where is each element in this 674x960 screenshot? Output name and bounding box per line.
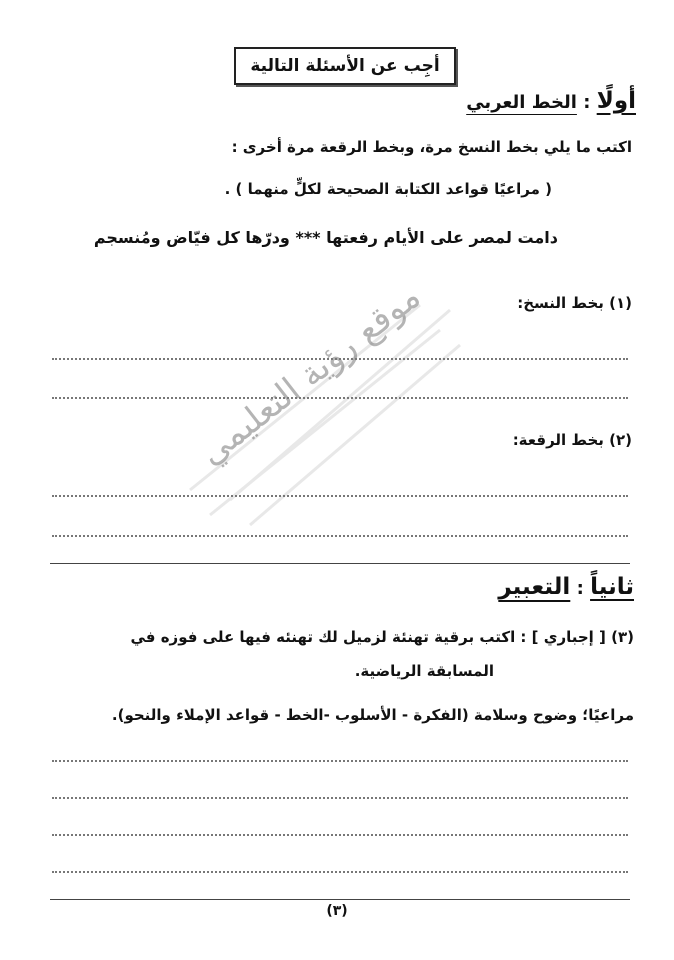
page-number: (٣) bbox=[326, 903, 348, 919]
question-3-line2: المسابقة الرياضية. bbox=[354, 662, 494, 680]
section2-separator: : bbox=[576, 578, 584, 599]
question-1-label: (١) بخط النسخ: bbox=[517, 294, 632, 312]
section1-instruction: اكتب ما يلي بخط النسخ مرة، وبخط الرقعة مرة أخرى : bbox=[231, 138, 632, 156]
answer-line-7[interactable] bbox=[52, 834, 628, 836]
watermark-text: موقع رؤية التعليمي bbox=[191, 276, 429, 474]
answer-line-6[interactable] bbox=[52, 797, 628, 799]
footer-rule bbox=[50, 899, 630, 900]
section-divider bbox=[50, 563, 630, 564]
answer-line-1[interactable] bbox=[52, 358, 628, 360]
section1-heading bbox=[236, 88, 636, 120]
writing-criteria: مراعيًا؛ وضوح وسلامة (الفكرة - الأسلوب -الخط - قواعد الإملاء والنحو). bbox=[111, 706, 634, 724]
section1-separator: : bbox=[583, 92, 591, 113]
answer-line-4[interactable] bbox=[52, 535, 628, 537]
section1-title: الخط العربي bbox=[466, 92, 577, 113]
section2-marker: ثانياً bbox=[590, 574, 634, 600]
answer-line-2[interactable] bbox=[52, 397, 628, 399]
question-2-label: (٢) بخط الرقعة: bbox=[512, 431, 632, 449]
section1-marker: أولًا bbox=[596, 88, 636, 114]
page-title-box bbox=[234, 47, 456, 85]
poetry-verse: دامت لمصر على الأيام رفعتها *** ودرّها كل فيّاض ومُنسجم bbox=[93, 228, 558, 247]
section2-title: التعبير bbox=[498, 574, 571, 600]
answer-line-5[interactable] bbox=[52, 760, 628, 762]
answer-line-3[interactable] bbox=[52, 495, 628, 497]
section1-note: ( مراعيًا قواعد الكتابة الصحيحة لكلٍّ منهما ) . bbox=[224, 180, 552, 198]
page-title: أجِب عن الأسئلة التالية bbox=[250, 56, 440, 76]
section2-heading bbox=[334, 574, 634, 608]
question-3-line1: (٣) [ إجباري ] : اكتب برقية تهنئة لزميل لك تهنئه فيها على فوزه في bbox=[130, 628, 634, 646]
answer-line-8[interactable] bbox=[52, 871, 628, 873]
